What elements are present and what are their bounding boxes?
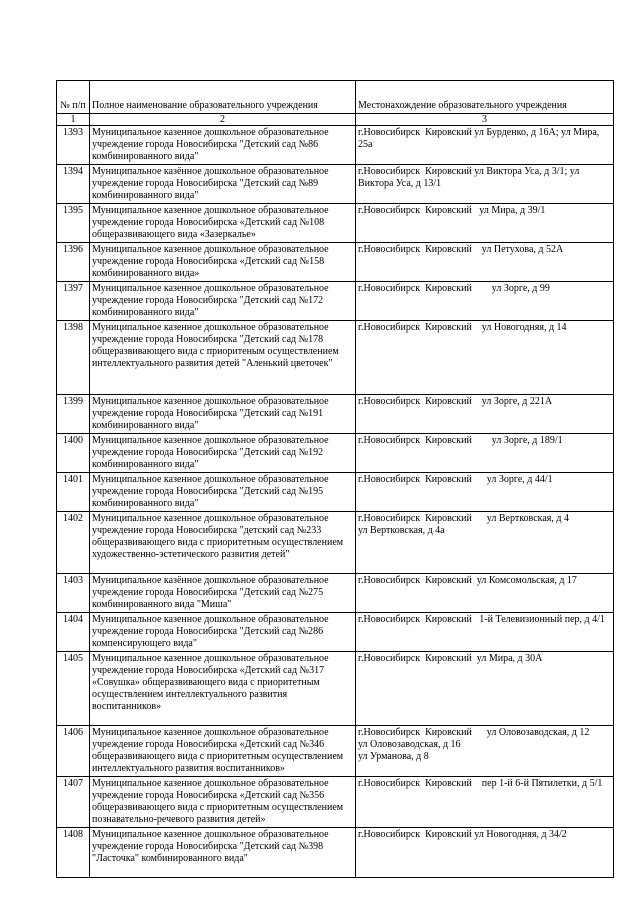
table-row [57,321,614,395]
institution-name: Муниципальное казенное дошкольное образовательное учреждение города Новосибирска «Детский сад №346 общеразвивающего вида с приоритетным осуществлением интеллектуального развития воспитанников» [90,726,356,777]
header-name: Полное наименование образовательного учреждения [90,81,356,114]
row-num: 1401 [57,473,90,512]
row-num: 1397 [57,282,90,321]
institution-location: г.Новосибирск Кировский ул Зорге, д 221А [356,395,614,434]
institution-location: г.Новосибирск Кировский 1-й Телевизионный пер, д 4/1 [356,613,614,652]
table-row [57,613,614,652]
institution-name: Муниципальное казенное дошкольное образовательное учреждение города Новосибирска "Детский сад №191 комбинированного вида" [90,395,356,434]
institution-name: Муниципальное казенное дошкольное образовательное учреждение города Новосибирска "Детский сад №195 комбинированного вида" [90,473,356,512]
table-row [57,777,614,828]
institution-location: г.Новосибирск Кировский ул Комсомольская, д 17 [356,574,614,613]
header-location: Местонахождение образовательного учреждения [356,81,614,114]
institution-name: Муниципальное казенное дошкольное образовательное учреждение города Новосибирска "Детский сад №398 "Ласточка" комбинированного вида" [90,828,356,878]
table-row [57,652,614,726]
institution-location: г.Новосибирск Кировский ул Вертковская, д 4 ул Вертковская, д 4а [356,512,614,574]
row-num: 1407 [57,777,90,828]
table-row [57,574,614,613]
row-num: 1408 [57,828,90,878]
institution-location: г.Новосибирск Кировский ул Бурденко, д 16А; ул Мира, 25а [356,126,614,165]
table-row [57,726,614,777]
row-num: 1398 [57,321,90,395]
row-num: 1399 [57,395,90,434]
institution-location: г.Новосибирск Кировский ул Мира, д 30А [356,652,614,726]
table-header-row [57,81,614,114]
row-num: 1402 [57,512,90,574]
column-number: 1 [57,114,90,126]
institution-location: г.Новосибирск Кировский ул Мира, д 39/1 [356,204,614,243]
institution-name: Муниципальное казенное дошкольное образовательное учреждение города Новосибирска "Детский сад №86 комбинированного вида" [90,126,356,165]
institution-location: г.Новосибирск Кировский ул Зорге, д 99 [356,282,614,321]
table-row [57,434,614,473]
table-row [57,165,614,204]
institution-location: г.Новосибирск Кировский ул Виктора Уса, д 3/1; ул Виктора Уса, д 13/1 [356,165,614,204]
institution-name: Муниципальное казенное дошкольное образовательное учреждение города Новосибирска «Детский сад №108 общеразвивающего вида «Зазеркалье» [90,204,356,243]
table-body [57,81,614,878]
institution-location: г.Новосибирск Кировский пер 1-й 6-й Пятилетки, д 5/1 [356,777,614,828]
table-row [57,512,614,574]
institution-location: г.Новосибирск Кировский ул Новогодняя, д 14 [356,321,614,395]
institution-name: Муниципальное казённое дошкольное образовательное учреждение города Новосибирска "Детский сад №275 комбинированного вида "Миша" [90,574,356,613]
column-number: 2 [90,114,356,126]
institution-name: Муниципальное казенное дошкольное образовательное учреждение города Новосибирска «Детский сад №317 «Совушка» общеразвивающего вида с приоритетным осуществлением интеллектуального развития воспитанников» [90,652,356,726]
row-num: 1403 [57,574,90,613]
table-row [57,395,614,434]
table-row [57,126,614,165]
institution-name: Муниципальное казенное дошкольное образовательное учреждение города Новосибирска "Детский сад №172 комбинированного вида" [90,282,356,321]
institution-location: г.Новосибирск Кировский ул Зорге, д 44/1 [356,473,614,512]
table-row [57,282,614,321]
institution-location: г.Новосибирск Кировский ул Петухова, д 52А [356,243,614,282]
institution-name: Муниципальное казенное дошкольное образовательное учреждение города Новосибирска "детский сад №233 общеразвивающего вида с приоритетным осуществлением художественно-эстетического развития детей" [90,512,356,574]
row-num: 1405 [57,652,90,726]
row-num: 1395 [57,204,90,243]
column-number: 3 [356,114,614,126]
table-row [57,473,614,512]
row-num: 1406 [57,726,90,777]
row-num: 1393 [57,126,90,165]
institution-name: Муниципальное казенное дошкольное образовательное учреждение города Новосибирска "Детский сад №192 комбинированного вида" [90,434,356,473]
institution-name: Муниципальное казенное дошкольное образовательное учреждение города Новосибирска "Детский сад №286 компенсирующего вида" [90,613,356,652]
institutions-table [56,80,614,878]
institution-location: г.Новосибирск Кировский ул Зорге, д 189/1 [356,434,614,473]
institution-name: Муниципальное казенное дошкольное образовательное учреждение города Новосибирска «Детский сад №356 общеразвивающего вида с приоритетным осуществлением познавательно-речевого развития детей» [90,777,356,828]
institution-location: г.Новосибирск Кировский ул Оловозаводская, д 12 ул Оловозаводская, д 16 ул Урманова, д 8 [356,726,614,777]
table-row [57,243,614,282]
row-num: 1404 [57,613,90,652]
institution-name: Муниципальное казённое дошкольное образовательное учреждение города Новосибирска "Детский сад №89 комбинированного вида" [90,165,356,204]
table-row [57,828,614,878]
column-numbers-row [57,114,614,126]
header-num: № п/п [57,81,90,114]
institution-location: г.Новосибирск Кировский ул Новогодняя, д 34/2 [356,828,614,878]
row-num: 1396 [57,243,90,282]
table-row [57,204,614,243]
row-num: 1400 [57,434,90,473]
row-num: 1394 [57,165,90,204]
institution-name: Муниципальное казенное дошкольное образовательное учреждение города Новосибирска "Детский сад №178 общеразвивающего вида с приоритеным осуществлением интеллектуального развития детей "Аленький цветочек" [90,321,356,395]
institution-name: Муниципальное казенное дошкольное образовательное учреждение города Новосибирска «Детский сад №158 комбинированного вида» [90,243,356,282]
